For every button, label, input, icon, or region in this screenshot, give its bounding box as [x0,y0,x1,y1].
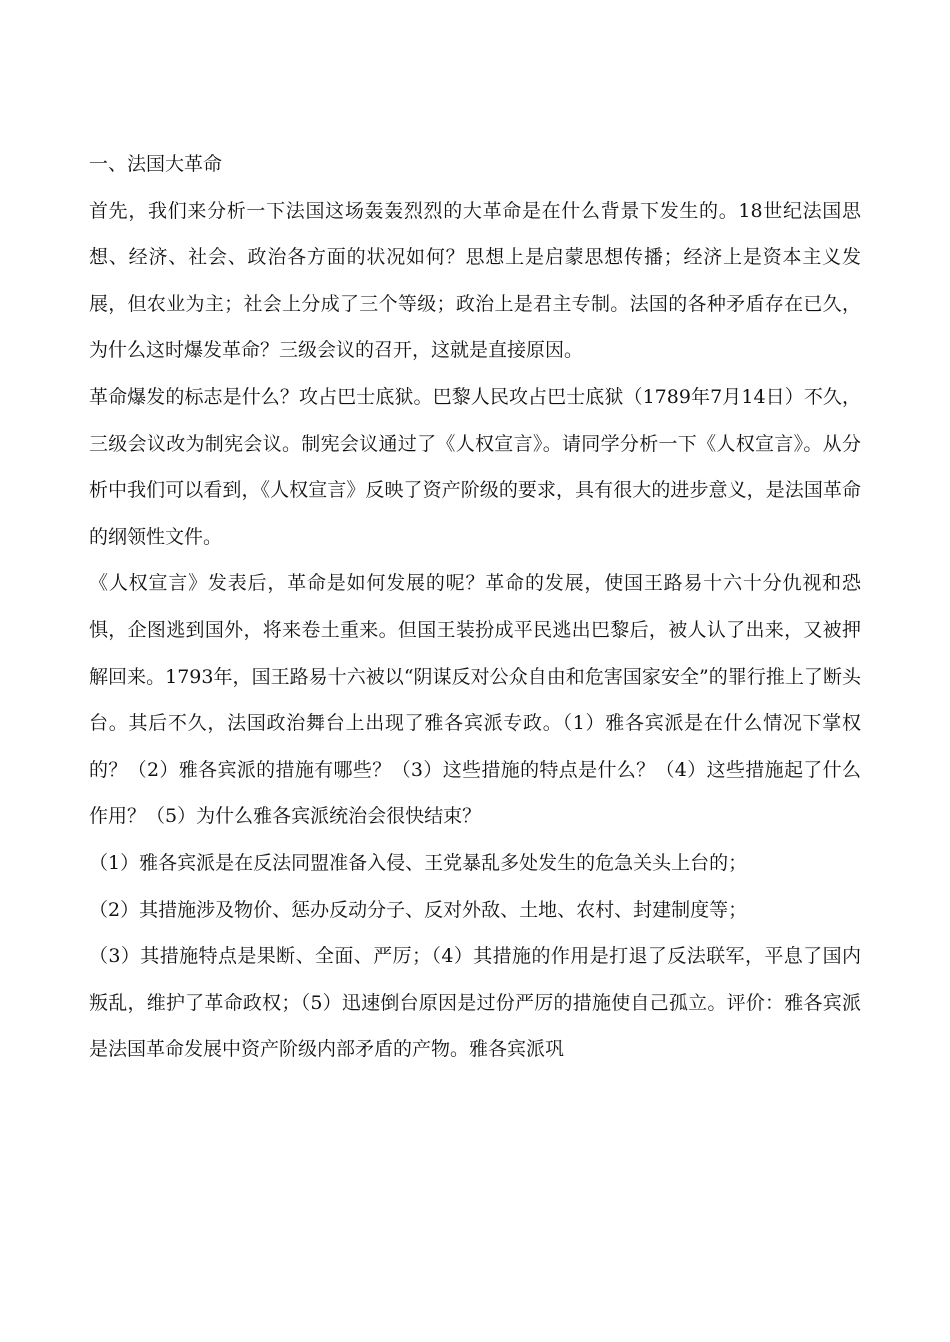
paragraph-background: 首先，我们来分析一下法国这场轰轰烈烈的大革命是在什么背景下发生的。18世纪法国思想、经济、社会、政治各方面的状况如何？思想上是启蒙思想传播；经济上是资本主义发展，但农业为主；社会上分成了三个等级；政治上是君主专制。法国的各种矛盾存在已久，为什么这时爆发革命？三级会议的召开，这就是直接原因。 [89,199,861,362]
section-heading: 一、法国大革命 [89,153,223,175]
answer-item-2: （2）其措施涉及物价、惩办反动分子、反对外敌、土地、农村、封建制度等； [89,898,748,921]
answer-item-3-5: （3）其措施特点是果断、全面、严厉；（4）其措施的作用是打退了反法联军，平息了国内叛乱，维护了革命政权；（5）迅速倒台原因是过份严厉的措施使自己孤立。评价：雅各宾派是法国革命发展中资产阶级内部矛盾的产物。雅各宾派巩 [89,945,861,1061]
paragraph-development: 《人权宣言》发表后，革命是如何发展的呢？革命的发展，使国王路易十六十分仇视和恐惧，企图逃到国外，将来卷土重来。但国王装扮成平民逃出巴黎后，被人认了出来，又被押解回来。1793年，国王路易十六被以“阴谋反对公众自由和危害国家安全”的罪行推上了断头台。其后不久，法国政治舞台上出现了雅各宾派专政。（1）雅各宾派是在什么情况下掌权的？（2）雅各宾派的措施有哪些？（3）这些措施的特点是什么？（4）这些措施起了什么作用？（5）为什么雅各宾派统治会很快结束？ [89,572,861,828]
answer-item-1: （1）雅各宾派是在反法同盟准备入侵、王党暴乱多处发生的危急关头上台的； [89,851,748,874]
document-body [89,141,861,1073]
paragraph-outbreak: 革命爆发的标志是什么？攻占巴士底狱。巴黎人民攻占巴士底狱（1789年7月14日）不久，三级会议改为制宪会议。制宪会议通过了《人权宣言》。请同学分析一下《人权宣言》。从分析中我们可以看到，《人权宣言》反映了资产阶级的要求，具有很大的进步意义，是法国革命的纲领性文件。 [89,385,861,548]
